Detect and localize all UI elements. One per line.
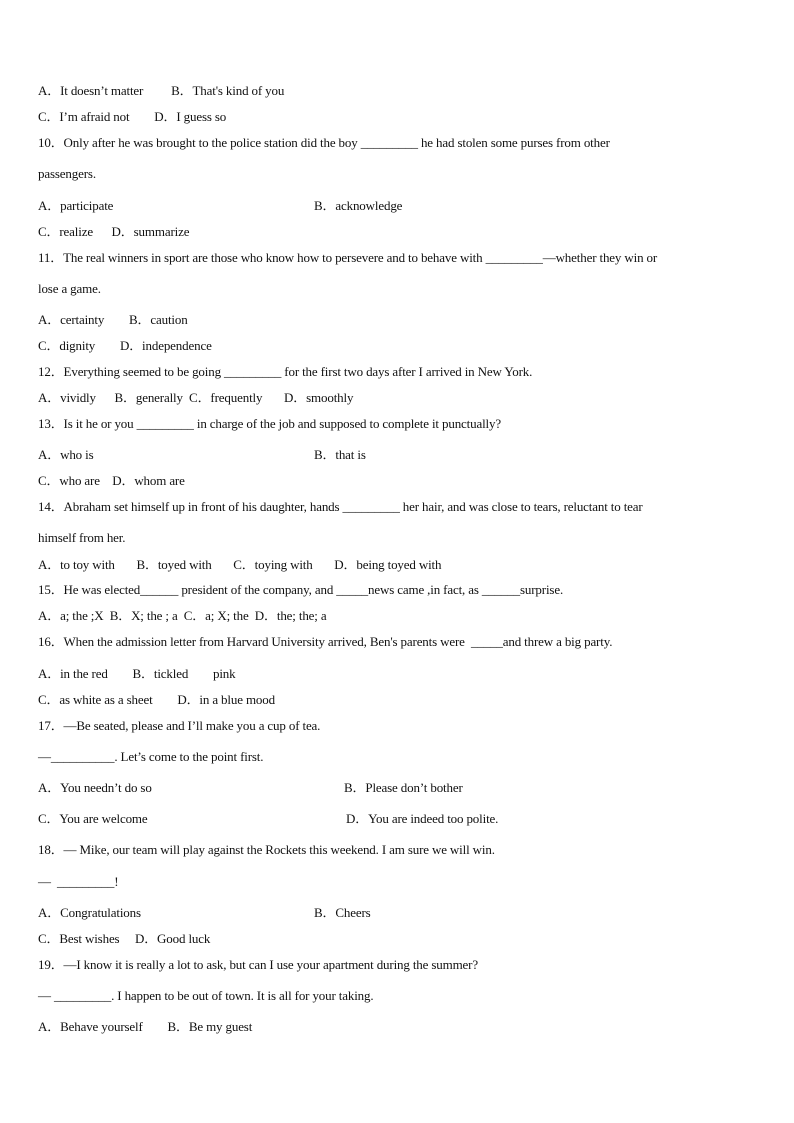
q16-stem: 16．When the admission letter from Harvard University arrived, Ben's parents were _____and threw a big party. [38, 634, 613, 649]
q19-options-ab: A．Behave yourself B．Be my guest [38, 1019, 253, 1034]
q17-response: —__________. Let’s come to the point first. [38, 749, 264, 764]
q9-options-cd: C．I’m afraid not D．I guess so [38, 109, 227, 124]
q17-stem: 17．—Be seated, please and I’ll make you a cup of tea. [38, 718, 321, 733]
q17-option-a: A．You needn’t do so [38, 780, 152, 795]
q17-option-c: C．You are welcome [38, 811, 148, 826]
q13-stem: 13．Is it he or you _________ in charge of the job and supposed to complete it punctually? [38, 416, 501, 431]
q10-stem: 10．Only after he was brought to the police station did the boy _________ he had stolen some purses from other [38, 135, 610, 150]
q15-options: A．a; the ;X B．X; the ; a C．a; X; the D．the; the; a [38, 608, 327, 623]
q14-options: A．to toy with B．toyed with C．toying with D．being toyed with [38, 557, 442, 572]
q14-stem: 14．Abraham set himself up in front of his daughter, hands _________ her hair, and was close to tears, reluctant to tear [38, 499, 643, 514]
q14-stem-cont: himself from her. [38, 530, 126, 545]
q10-stem-cont: passengers. [38, 166, 96, 181]
q18-response: — _________! [38, 874, 119, 889]
q13-option-b: B．that is [314, 447, 366, 462]
q13-options-cd: C．who are D．whom are [38, 473, 185, 488]
q10-option-a: A．participate [38, 198, 114, 213]
q16-options-cd: C．as white as a sheet D．in a blue mood [38, 692, 275, 707]
q18-option-a: A．Congratulations [38, 905, 141, 920]
q15-stem: 15．He was elected______ president of the company, and _____news came ,in fact, as ______surprise. [38, 582, 564, 597]
q18-options-cd: C．Best wishes D．Good luck [38, 931, 211, 946]
q11-stem: 11．The real winners in sport are those who know how to persevere and to behave with _________—whether they win or [38, 250, 658, 265]
q13-option-a: A．who is [38, 447, 94, 462]
q17-option-d: D．You are indeed too polite. [346, 811, 499, 826]
q18-option-b: B．Cheers [314, 905, 371, 920]
q11-stem-cont: lose a game. [38, 281, 101, 296]
q19-response: — _________. I happen to be out of town. It is all for your taking. [38, 988, 374, 1003]
q10-option-b: B．acknowledge [314, 198, 403, 213]
q9-options-ab: A．It doesn’t matter B．That's kind of you [38, 83, 285, 98]
q17-option-b: B．Please don’t bother [344, 780, 463, 795]
q10-options-cd: C．realize D．summarize [38, 224, 190, 239]
q18-stem: 18．— Mike, our team will play against the Rockets this weekend. I am sure we will win. [38, 842, 495, 857]
q11-options-cd: C．dignity D．independence [38, 338, 212, 353]
q16-options-ab: A．in the red B．tickled pink [38, 666, 236, 681]
q12-stem: 12．Everything seemed to be going _________ for the first two days after I arrived in New York. [38, 364, 533, 379]
q12-options: A．vividly B．generally C．frequently D．smoothly [38, 390, 354, 405]
q11-options-ab: A．certainty B．caution [38, 312, 188, 327]
q19-stem: 19．—I know it is really a lot to ask, but can I use your apartment during the summer? [38, 957, 478, 972]
